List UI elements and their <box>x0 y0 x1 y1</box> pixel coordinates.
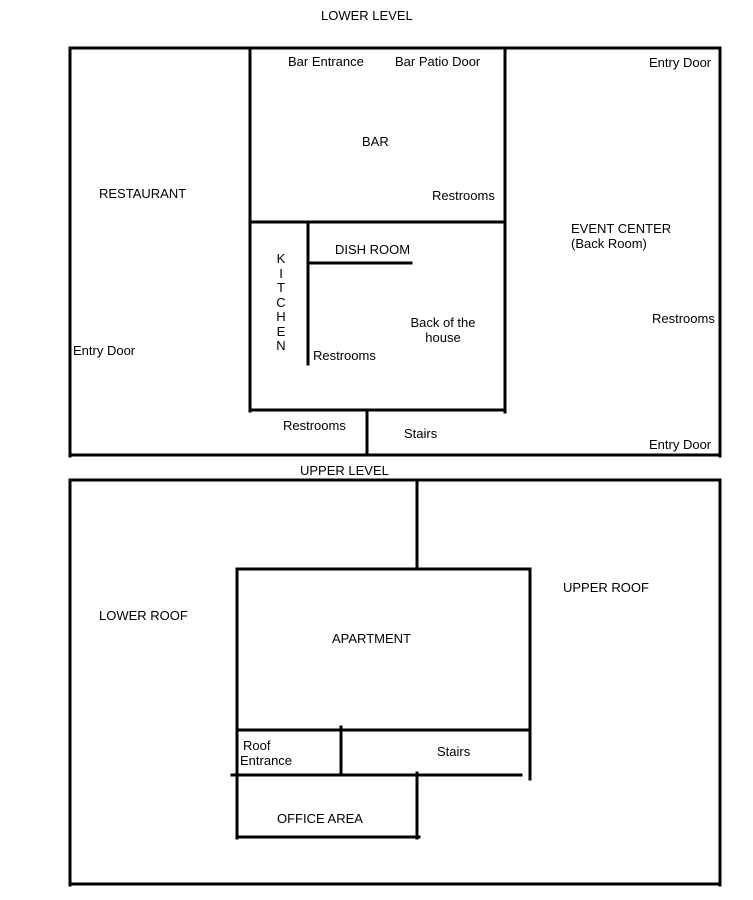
roof-entrance-line1: Roof <box>243 738 271 753</box>
entry-door-top-right-label: Entry Door <box>649 55 712 70</box>
roof-entrance-label <box>240 738 292 768</box>
kitchen-letter: N <box>276 338 286 353</box>
entry-door-left-label: Entry Door <box>73 343 136 358</box>
upper-stairs-label: Stairs <box>437 744 471 759</box>
apartment-label: APARTMENT <box>332 631 411 646</box>
event-restrooms-label: Restrooms <box>652 311 715 326</box>
kitchen-letter: K <box>276 251 286 266</box>
event-center-label <box>571 221 671 251</box>
upper-level-title: UPPER LEVEL <box>300 463 389 478</box>
bar-patio-door-label: Bar Patio Door <box>395 54 481 69</box>
kitchen-letter: C <box>276 294 286 310</box>
kitchen-restrooms-label: Restrooms <box>313 348 376 363</box>
upper-level-walls <box>70 480 720 885</box>
back-of-house-line2: house <box>425 330 461 345</box>
bar-label: BAR <box>362 134 389 149</box>
kitchen-letter: T <box>277 280 285 295</box>
lower-roof-label: LOWER ROOF <box>99 608 188 623</box>
bar-entrance-label: Bar Entrance <box>288 54 364 69</box>
kitchen-letter: H <box>276 309 286 324</box>
kitchen-letter: I <box>279 265 283 281</box>
back-of-house-line1: Back of the <box>410 315 476 330</box>
bar-restrooms-label: Restrooms <box>432 188 495 203</box>
lower-level-title: LOWER LEVEL <box>321 8 413 23</box>
dish-room-label: DISH ROOM <box>335 242 411 257</box>
kitchen-label <box>276 252 286 354</box>
back-of-house-label <box>404 315 482 345</box>
bottom-restrooms-label: Restrooms <box>283 418 346 433</box>
event-center-line2: (Back Room) <box>571 236 647 251</box>
roof-entrance-line2: Entrance <box>240 753 293 768</box>
lower-stairs-label: Stairs <box>404 426 438 441</box>
kitchen-letter: E <box>276 323 286 339</box>
event-center-line1: EVENT CENTER <box>571 221 672 236</box>
upper-roof-label: UPPER ROOF <box>563 580 649 595</box>
restaurant-label: RESTAURANT <box>99 186 187 201</box>
entry-door-bottom-right-label: Entry Door <box>649 437 712 452</box>
office-area-label: OFFICE AREA <box>277 811 363 826</box>
